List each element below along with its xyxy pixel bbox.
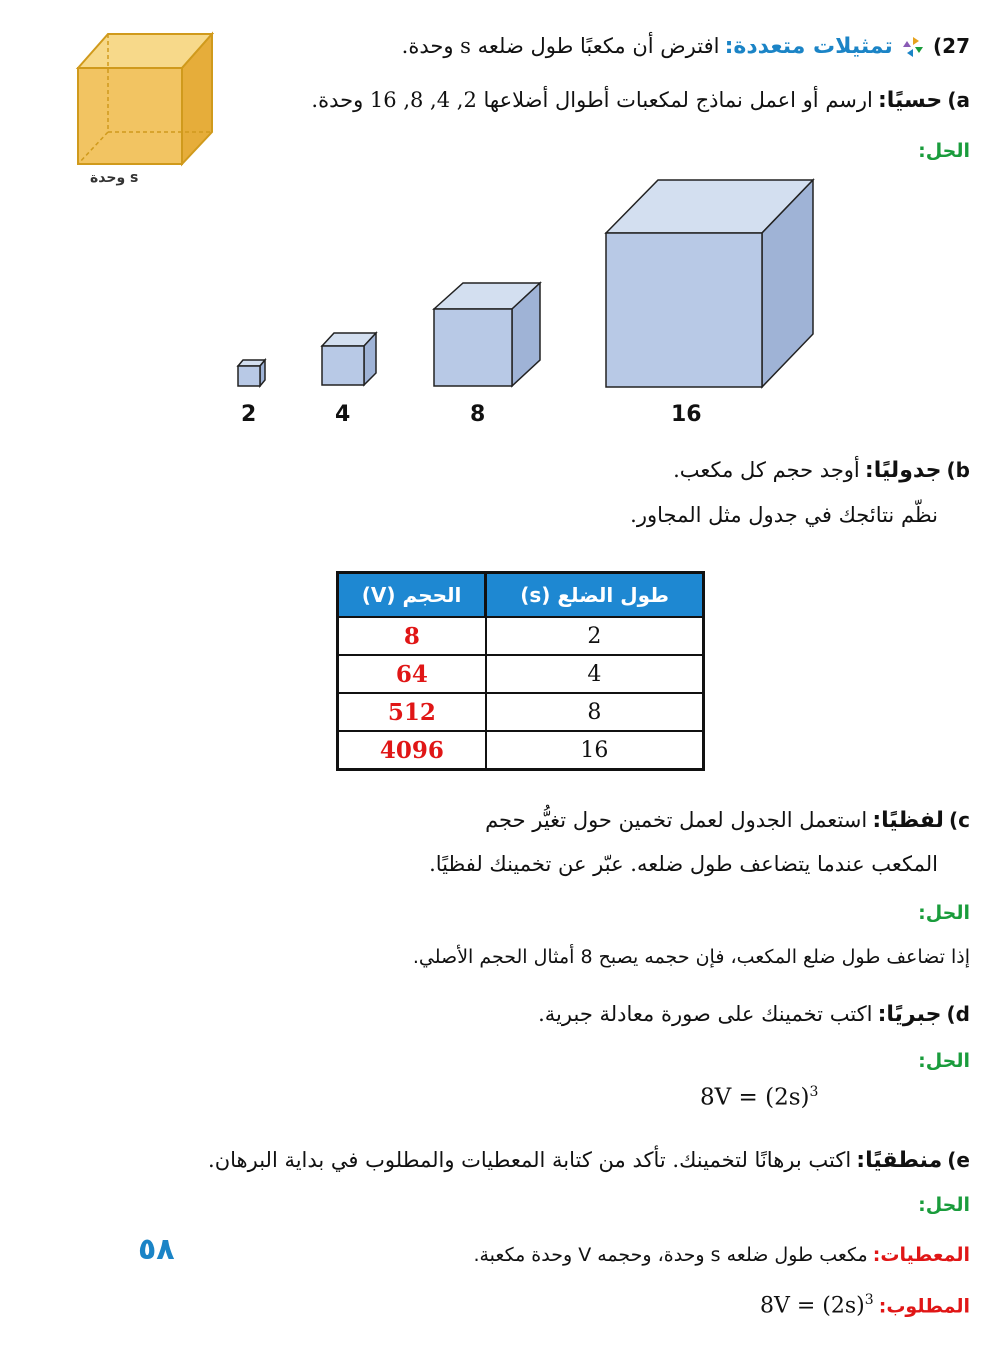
part-c: c) لفظيًا: استعمل الجدول لعمل تخمين حول تغيُّر حجم [485,808,970,833]
part-d-solution-label: الحل: [918,1050,970,1072]
volume-table [336,571,705,771]
part-b: b) جدوليًا: أوجد حجم كل مكعب. [673,458,970,483]
equation-lhs: 8V = (2s) [700,1084,810,1111]
table-row [338,693,704,731]
cube-8 [434,283,540,386]
part-c-line2: المكعب عندما يتضاعف طول ضلعه. عبّر عن تخمينك لفظيًا. [429,852,938,876]
side-cell: 4 [486,655,704,693]
given-label: المعطيات: [872,1244,970,1266]
side-cell: 16 [486,731,704,770]
part-c-title: لفظيًا [881,808,944,833]
part-a: a) حسيًا: ارسم أو اعمل نماذج لمكعبات أطوال أضلاعها 2, 4, 8, 16 وحدة. [311,88,970,113]
volume-cell: 512 [338,693,486,731]
part-a-solution-label: الحل: [918,140,970,162]
cube-4 [322,333,376,385]
part-d-equation [700,1084,818,1111]
part-b-title: جدوليًا [873,458,942,483]
header-side: طول الضلع (s) [486,573,704,618]
part-b-letter: b) [946,458,970,482]
part-d-title: جبريًا [886,1002,942,1027]
page-number: ٥٨ [138,1232,175,1267]
required-label: المطلوب: [878,1295,970,1318]
multi-representation-icon [902,36,924,62]
cube-2 [238,360,265,386]
part-a-letter: a) [947,88,970,112]
part-e-title: منطقيًا [865,1148,943,1173]
part-e-letter: e) [947,1148,970,1172]
part-b-line1: أوجد حجم كل مكعب. [673,458,860,482]
required-exponent: 3 [864,1292,874,1308]
required-lhs: 8V = (2s) [759,1293,865,1319]
cube-label-16: 16 [671,402,702,427]
problem-number: 27) [933,34,970,58]
table-row [338,655,704,693]
part-a-text: ارسم أو اعمل نماذج لمكعبات أطوال أضلاعها 2, 4, 8, 16 وحدة. [311,88,873,112]
table-row [338,731,704,770]
part-a-title: حسيًا [886,88,943,113]
volume-cell: 64 [338,655,486,693]
part-d-text: اكتب تخمينك على صورة معادلة جبرية. [538,1002,873,1026]
given-text: مكعب طول ضلعه s وحدة، وحجمه V وحدة مكعبة. [473,1244,868,1266]
table-header-row [338,573,704,618]
cube-label-4: 4 [335,402,351,427]
orange-cube-icon [74,28,214,168]
problem-header: 27) تمثيلات متعددة: افترض أن مكعبًا طول ضلعه s وحدة. [402,34,970,62]
required-equation [760,1292,874,1318]
reference-cube [74,28,214,168]
part-c-solution-label: الحل: [918,902,970,924]
equation-exponent: 3 [809,1084,819,1100]
part-c-line1: استعمل الجدول لعمل تخمين حول تغيُّر حجم [485,808,868,832]
part-e-text: اكتب برهانًا لتخمينك. تأكد من كتابة المعطيات والمطلوب في بداية البرهان. [208,1148,852,1172]
part-c-letter: c) [949,808,970,832]
table-row [338,617,704,655]
required-line [760,1292,970,1318]
part-c-answer: إذا تضاعف طول ضلع المكعب، فإن حجمه يصبح 8 أمثال الحجم الأصلي. [412,946,970,968]
part-d-letter: d) [946,1002,970,1026]
part-e: e) منطقيًا: اكتب برهانًا لتخمينك. تأكد من كتابة المعطيات والمطلوب في بداية البرهان. [208,1148,970,1173]
problem-statement: افترض أن مكعبًا طول ضلعه s وحدة. [401,34,720,58]
part-b-line2: نظّم نتائجك في جدول مثل المجاور. [630,503,938,527]
problem-title: تمثيلات متعددة [733,34,893,59]
part-d: d) جبريًا: اكتب تخمينك على صورة معادلة جبرية. [538,1002,970,1027]
cube-caption: s وحدة [90,170,139,186]
cube-16 [606,180,813,387]
volume-cell: 4096 [338,731,486,770]
cube-label-8: 8 [470,402,486,427]
side-cell: 2 [486,617,704,655]
cube-label-2: 2 [241,402,257,427]
header-volume: الحجم (V) [338,573,486,618]
volume-cell: 8 [338,617,486,655]
side-cell: 8 [486,693,704,731]
given-line [473,1244,970,1266]
part-e-solution-label: الحل: [918,1194,970,1216]
cubes-figure [0,170,1000,400]
